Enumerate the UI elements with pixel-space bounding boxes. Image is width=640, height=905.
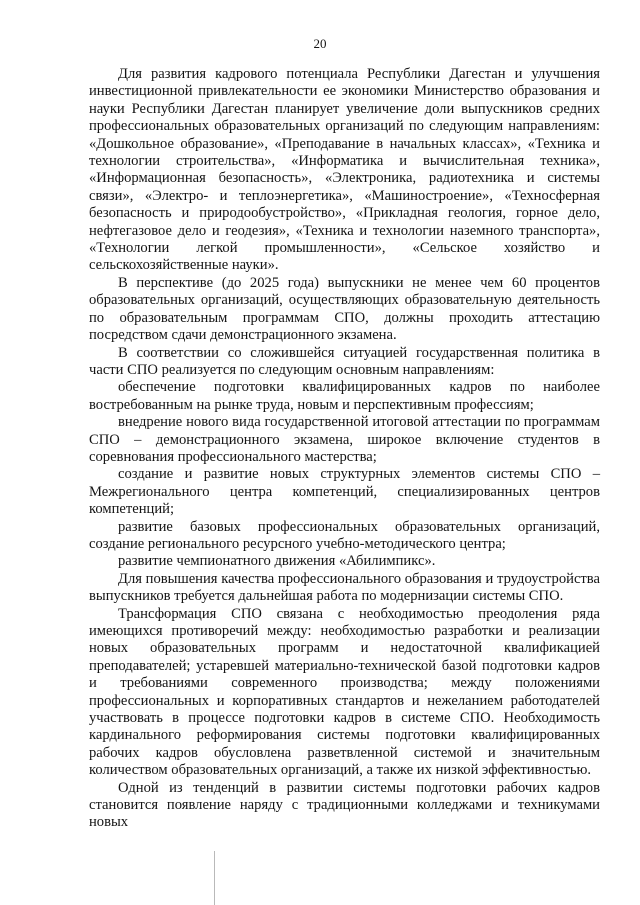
list-item-competence-centers: создание и развитие новых структурных элементов системы СПО – Межрегионального центра компетенций, специализированных центров компетенций; <box>89 466 600 518</box>
page-number: 20 <box>313 36 327 51</box>
list-item-demonstration-exam: внедрение нового вида государственной итоговой аттестации по программам СПО – демонстрационного экзамена, широкое включение студентов в соревнования профессионального мастерства; <box>89 414 600 465</box>
list-item-abilympics: развитие чемпионатного движения «Абилимпикс». <box>118 553 436 570</box>
paragraph-policy-directions: В соответствии со сложившейся ситуацией государственная политика в части СПО реализуется по следующим основным направлениям: <box>89 344 600 378</box>
paragraph-regional-training: Для развития кадрового потенциала Республики Дагестан и улучшения инвестиционной привлекательности ее экономики Министерство образования и науки Республики Дагестан планирует увеличение доли выпускников средних профессиональных образовательных организаций по следующим направлениям: «Дошкольное образование», «Преподавание в начальных классах», «Техника и технологии строительства», «Информатика и вычислительная техника», «Информационная безопасность», «Электроника, радиотехника и системы связи», «Электро- и теплоэнергетика», «Машиностроение», «Техносферная безопасность и природообустройство», «Прикладная геология, горное дело, нефтегазовое дело и геодезия», «Техника и технологии наземного транспорта», «Технологии легкой промышленности», «Сельское хозяйство и сельскохозяйственные науки». <box>89 66 600 274</box>
paragraph-modernization: Для повышения качества профессионального образования и трудоустройства выпускников требуется дальнейшая работа по модернизации системы СПО. <box>89 570 600 605</box>
paragraph-transformation: Трансформация СПО связана с необходимостью преодоления ряда имеющихся противоречий между: необходимостью разработки и реализации новых образовательных программ и недостаточной квалификацией преподавателей; устаревшей материально-технической базой подготовки кадров и требованиями современного производства; между положениями профессиональных и корпоративных стандартов и нежеланием работодателей участвовать в процессе подготовки кадров в системе СПО. Необходимость кардинального реформирования системы подготовки квалифицированных рабочих кадров обусловлена разветвленной системой и значительным количеством образовательных организаций, а также их низкой эффективностью. <box>89 605 600 779</box>
body-text <box>89 66 600 832</box>
list-item-resource-center: развитие базовых профессиональных образовательных организаций, создание регионального ресурсного учебно-методического центра; <box>89 518 600 552</box>
paragraph-demonstration-exam-outlook: В перспективе (до 2025 года) выпускники не менее чем 60 процентов образовательных организаций, осуществляющих образовательную деятельность по образовательным программам СПО, должны проходить аттестацию посредством сдачи демонстрационного экзамена. <box>89 274 600 344</box>
list-item-qualified-staff: обеспечение подготовки квалифицированных кадров по наиболее востребованным на рынке труда, новым и перспективным профессиям; <box>89 379 600 413</box>
paragraph-trends: Одной из тенденций в развитии системы подготовки рабочих кадров становится появление наряду с традиционными колледжами и техникумами новых <box>89 779 600 831</box>
scan-fold-line <box>214 851 215 905</box>
